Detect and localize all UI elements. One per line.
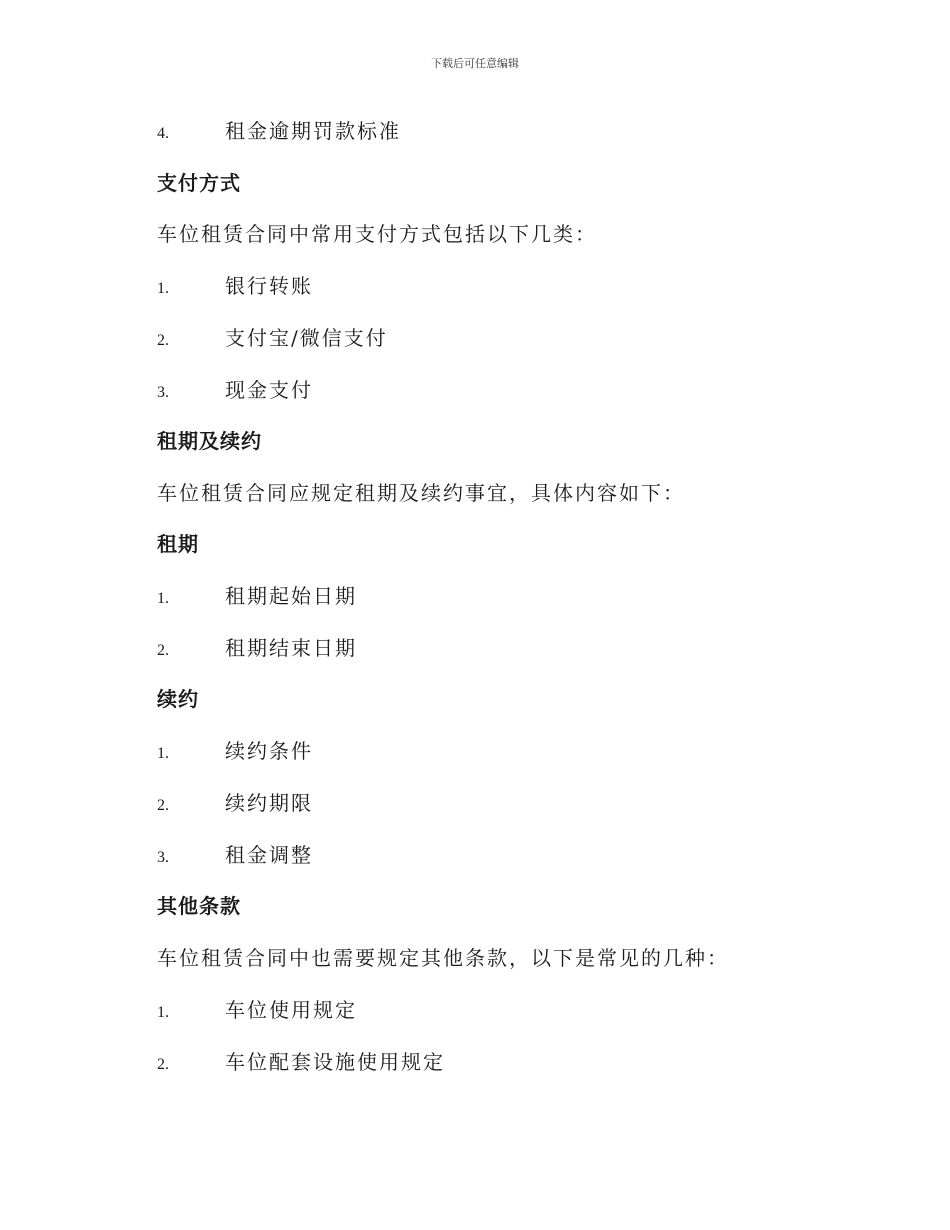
list-text: 租金调整: [225, 843, 313, 867]
list-item: [157, 994, 357, 1023]
list-number: 1.: [157, 280, 169, 297]
list-text: 支付宝/微信支付: [225, 326, 388, 350]
list-text: 租期起始日期: [225, 584, 357, 608]
list-item: [157, 374, 313, 403]
list-number: 3.: [157, 849, 169, 866]
list-item: [157, 580, 357, 609]
list-number: 2.: [157, 1056, 169, 1073]
list-text: 银行转账: [225, 274, 313, 298]
list-item: [157, 115, 401, 144]
section-heading: 支付方式: [157, 171, 241, 195]
list-text: 车位使用规定: [225, 998, 357, 1022]
list-number: 1.: [157, 1004, 169, 1021]
list-item: [157, 787, 313, 816]
list-number: 1.: [157, 590, 169, 607]
list-item: [157, 1046, 445, 1075]
section-heading: 其他条款: [157, 894, 241, 918]
list-item: [157, 735, 313, 764]
paragraph: 车位租赁合同中常用支付方式包括以下几类：: [157, 222, 597, 246]
list-item: [157, 270, 313, 299]
list-text: 续约条件: [225, 739, 313, 763]
list-item: [157, 322, 388, 351]
list-text: 车位配套设施使用规定: [225, 1050, 445, 1074]
section-heading: 租期及续约: [157, 429, 262, 453]
list-number: 4.: [157, 125, 169, 142]
list-text: 租金逾期罚款标准: [225, 119, 401, 143]
list-number: 2.: [157, 797, 169, 814]
page-header: 下载后可任意编辑: [431, 57, 519, 70]
list-text: 续约期限: [225, 791, 313, 815]
paragraph: 车位租赁合同应规定租期及续约事宜，具体内容如下：: [157, 481, 685, 505]
list-number: 2.: [157, 642, 169, 659]
list-number: 3.: [157, 384, 169, 401]
subsection-heading: 续约: [157, 687, 199, 711]
list-item: [157, 632, 357, 661]
list-text: 租期结束日期: [225, 636, 357, 660]
paragraph: 车位租赁合同中也需要规定其他条款，以下是常见的几种：: [157, 946, 729, 970]
list-number: 2.: [157, 332, 169, 349]
list-item: [157, 839, 313, 868]
subsection-heading: 租期: [157, 532, 199, 556]
list-number: 1.: [157, 745, 169, 762]
list-text: 现金支付: [225, 378, 313, 402]
